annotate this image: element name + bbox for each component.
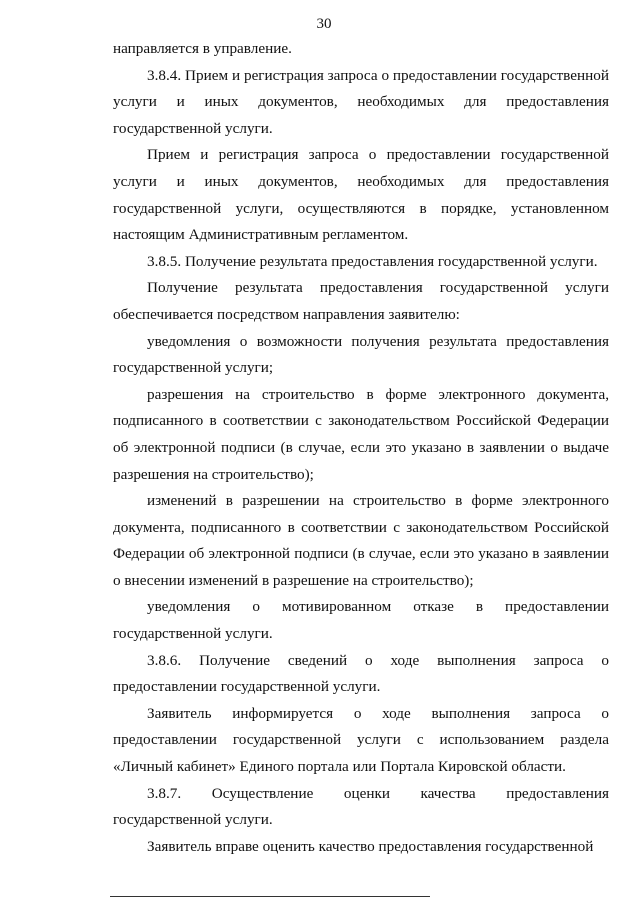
section-heading-3-8-7: 3.8.7. Осуществление оценки качества предоставления государственной услуги. [113,784,609,829]
page-number: 30 [316,16,332,32]
footer-divider [110,896,430,897]
list-item: изменений в разрешении на строительство в форме электронного документа, подписанного в соответствии с законодательством Российской Федерации об электронной подписи (в случае, если это указано в заявлении о внесении изменений в разрешение на строительство); [113,492,609,589]
paragraph: направляется в управление. [113,40,292,57]
paragraph: Прием и регистрация запроса о предоставлении государственной услуги и иных документов, необходимых для предоставления государственной услуги, осуществляются в порядке, установленном настоящим Административным регламентом. [113,146,609,244]
list-item: разрешения на строительство в форме электронного документа, подписанного в соответствии с законодательством Российской Федерации об электронной подписи (в случае, если это указано в заявлении о выдаче разрешения на строительство); [113,385,609,483]
section-heading-3-8-4: 3.8.4. Прием и регистрация запроса о предоставлении государственной услуги и иных документов, необходимых для предоставления государственной услуги. [113,66,609,137]
list-item: уведомления о возможности получения результата предоставления государственной услуги; [113,332,609,377]
paragraph: Получение результата предоставления государственной услуги обеспечивается посредством направления заявителю: [113,279,609,323]
paragraph: Заявитель информируется о ходе выполнения запроса о предоставлении государственной услуги с использованием раздела «Личный кабинет» Единого портала или Портала Кировской области. [113,704,609,776]
list-item: уведомления о мотивированном отказе в предоставлении государственной услуги. [113,598,609,643]
section-heading-3-8-5: 3.8.5. Получение результата предоставления государственной услуги. [147,252,598,270]
document-body [113,36,609,860]
paragraph: Заявитель вправе оценить качество предоставления государственной [147,837,594,855]
section-heading-3-8-6: 3.8.6. Получение сведений о ходе выполнения запроса о предоставлении государственной услуги. [113,651,609,696]
